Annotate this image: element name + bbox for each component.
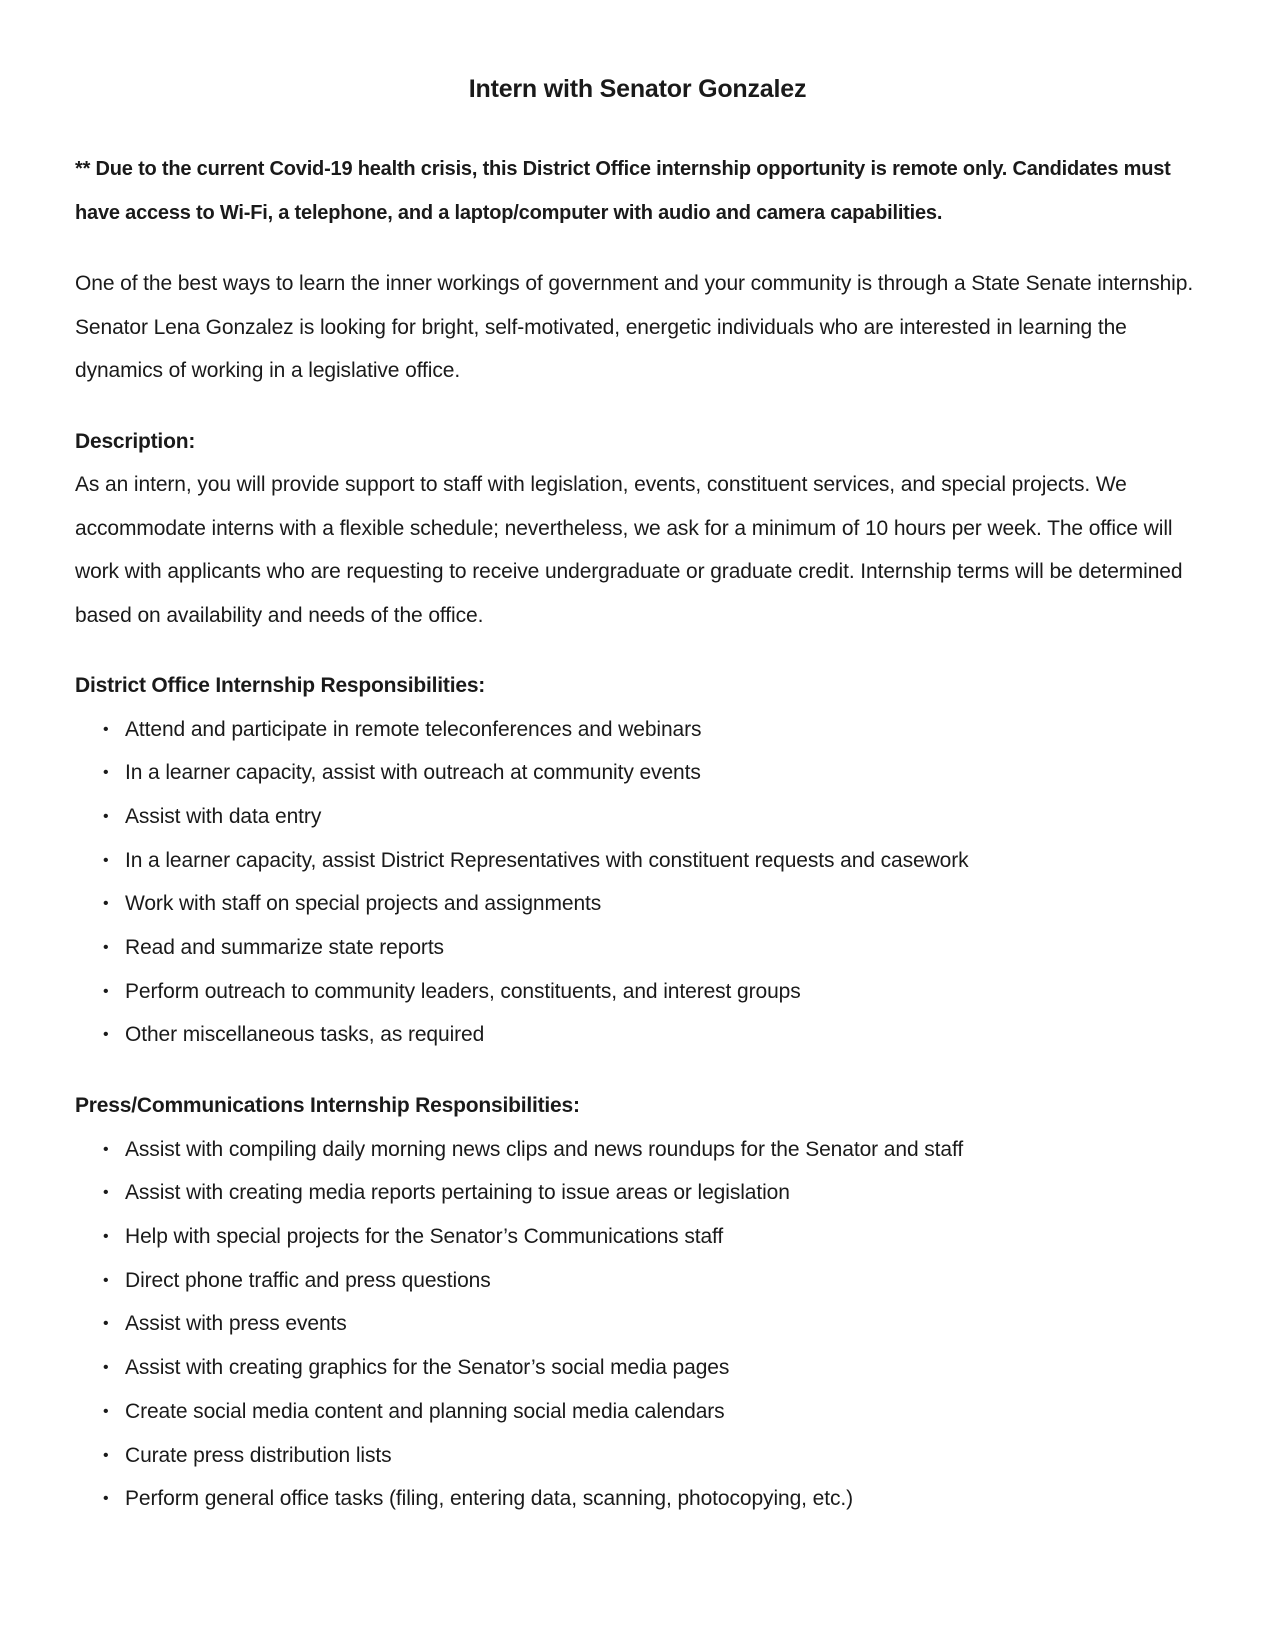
- page-title: Intern with Senator Gonzalez: [468, 75, 807, 103]
- bullet-icon: •: [103, 851, 109, 869]
- list-item-text: Read and summarize state reports: [125, 936, 444, 960]
- list-item-text: Perform general office tasks (filing, entering data, scanning, photocopying, etc.): [125, 1487, 853, 1511]
- bullet-icon: •: [103, 1402, 109, 1420]
- district-responsibilities-section: [75, 664, 1200, 1057]
- bullet-icon: •: [103, 1140, 109, 1158]
- list-item-text: Perform outreach to community leaders, constituents, and interest groups: [125, 979, 801, 1003]
- list-item-text: Assist with press events: [125, 1312, 347, 1336]
- intro-paragraph: One of the best ways to learn the inner workings of government and your community is through a State Senate internship. Senator Lena Gonzalez is looking for bright, self-motivated, energetic individuals who are interested in learning the dynamics of working in a legislative office.: [75, 272, 1194, 382]
- list-item-text: Help with special projects for the Senator’s Communications staff: [125, 1225, 724, 1249]
- list-item-text: In a learner capacity, assist District Representatives with constituent requests and casework: [125, 848, 969, 872]
- bullet-icon: •: [103, 1184, 109, 1202]
- list-item: [103, 1390, 1200, 1434]
- list-item: [103, 1302, 1200, 1346]
- list-item: [103, 882, 1200, 926]
- list-item-text: In a learner capacity, assist with outreach at community events: [125, 761, 701, 785]
- list-item: [103, 708, 1200, 752]
- list-item: [103, 926, 1200, 970]
- press-responsibilities-list: [75, 1128, 1200, 1521]
- covid-notice: ** Due to the current Covid-19 health crisis, this District Office internship opportunity is remote only. Candidates must have access to Wi-Fi, a telephone, and a laptop/computer with audio and camera capabilities.: [75, 158, 1171, 224]
- bullet-icon: •: [103, 939, 109, 957]
- press-responsibilities-section: [75, 1084, 1200, 1521]
- bullet-icon: •: [103, 1446, 109, 1464]
- list-item-text: Other miscellaneous tasks, as required: [125, 1023, 485, 1047]
- bullet-icon: •: [103, 807, 109, 825]
- list-item-text: Curate press distribution lists: [125, 1443, 392, 1467]
- bullet-icon: •: [103, 764, 109, 782]
- list-item-text: Assist with compiling daily morning news clips and news roundups for the Senator and staff: [125, 1137, 964, 1161]
- list-item: [103, 1346, 1200, 1390]
- list-item: [103, 1434, 1200, 1478]
- list-item-text: Create social media content and planning social media calendars: [125, 1399, 725, 1423]
- district-responsibilities-list: [75, 708, 1200, 1058]
- description-section: [75, 420, 1200, 638]
- description-text: As an intern, you will provide support to staff with legislation, events, constituent services, and special projects. We accommodate interns with a flexible schedule; nevertheless, we ask for a minimum of 10 hours per week. The office will work with applicants who are requesting to receive undergraduate or graduate credit. Internship terms will be determined based on availability and needs of the office.: [75, 473, 1183, 627]
- list-item-text: Attend and participate in remote teleconferences and webinars: [125, 717, 702, 741]
- list-item: [103, 1259, 1200, 1303]
- bullet-icon: •: [103, 1271, 109, 1289]
- bullet-icon: •: [103, 1315, 109, 1333]
- bullet-icon: •: [103, 1026, 109, 1044]
- list-item: [103, 795, 1200, 839]
- list-item-text: Assist with data entry: [125, 804, 322, 828]
- list-item-text: Work with staff on special projects and assignments: [125, 892, 602, 916]
- list-item: [103, 1477, 1200, 1521]
- list-item: [103, 751, 1200, 795]
- list-item-text: Assist with creating media reports pertaining to issue areas or legislation: [125, 1181, 790, 1205]
- list-item: [103, 1215, 1200, 1259]
- bullet-icon: •: [103, 1359, 109, 1377]
- bullet-icon: •: [103, 895, 109, 913]
- list-item: [103, 1171, 1200, 1215]
- bullet-icon: •: [103, 1228, 109, 1246]
- bullet-icon: •: [103, 1490, 109, 1508]
- list-item-text: Assist with creating graphics for the Senator’s social media pages: [125, 1356, 730, 1380]
- list-item-text: Direct phone traffic and press questions: [125, 1268, 491, 1292]
- district-responsibilities-heading: District Office Internship Responsibilities:: [75, 674, 486, 697]
- list-item: [103, 839, 1200, 883]
- description-heading: Description:: [75, 429, 196, 453]
- bullet-icon: •: [103, 982, 109, 1000]
- press-responsibilities-heading: Press/Communications Internship Responsibilities:: [75, 1094, 580, 1118]
- list-item: [103, 1013, 1200, 1057]
- bullet-icon: •: [103, 720, 109, 738]
- list-item: [103, 1128, 1200, 1172]
- list-item: [103, 970, 1200, 1014]
